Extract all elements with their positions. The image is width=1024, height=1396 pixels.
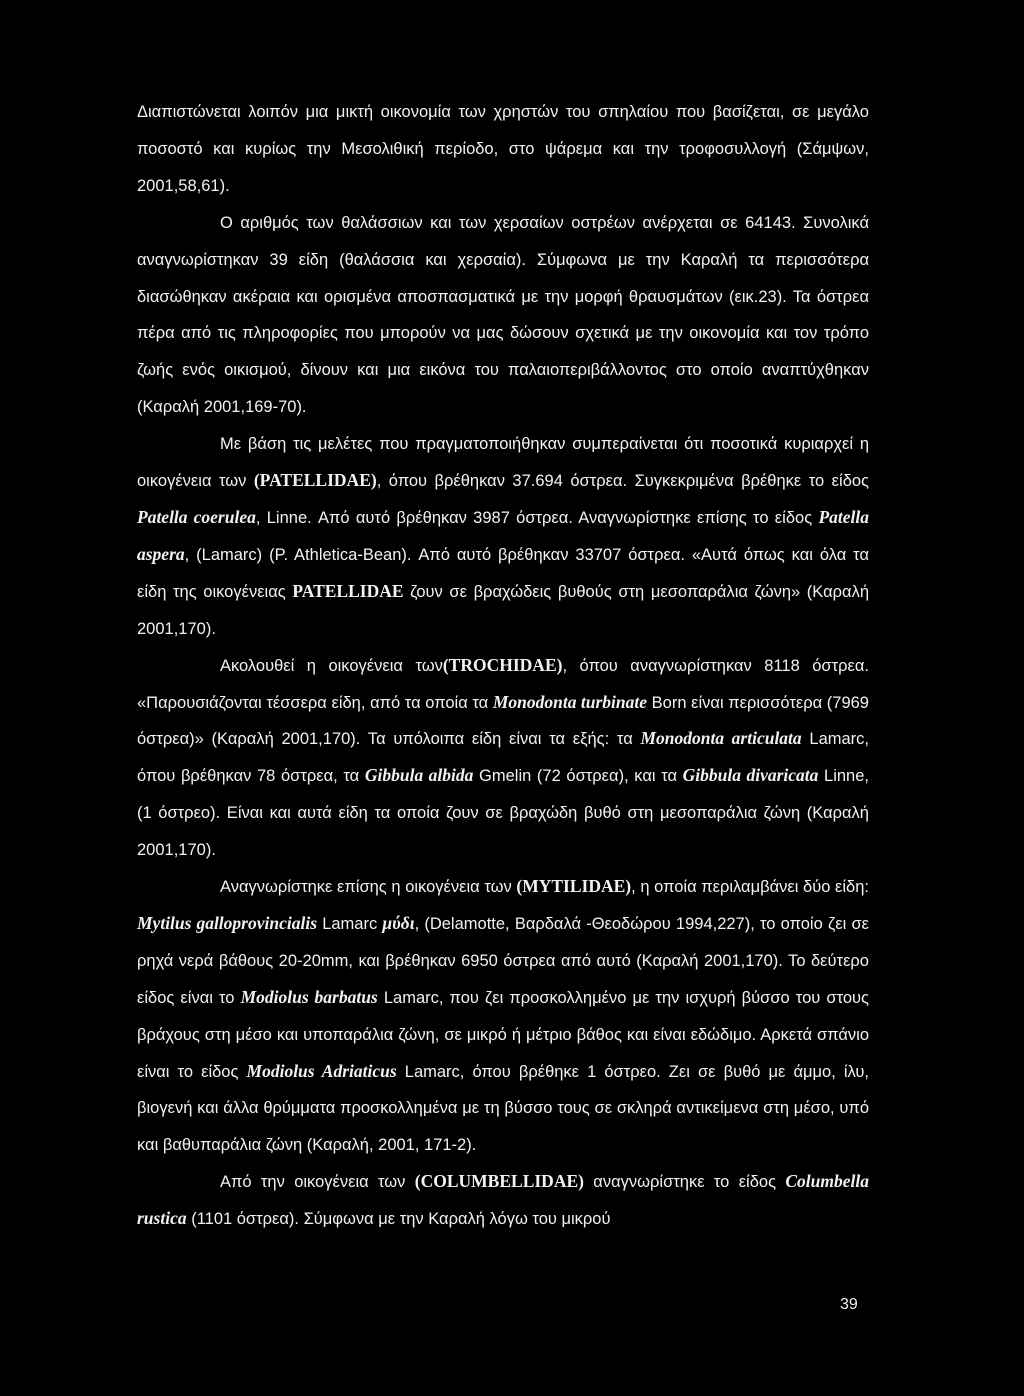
paragraph	[137, 648, 869, 869]
text-run: , όπου αναγνωρίστηκαν 8118 όστρεα. «Παρουσιάζονται τέσσερα είδη, από τα οποία τα	[137, 656, 869, 712]
text-run: Lamarc, όπου βρέθηκε 1 όστρεο. Ζει σε βυθό με άμμο, ίλυ, βιογενή και άλλα θρύμματα προσκολλημένα με τη βύσσο τους σε σκληρά αντικείμενα στη μέσο, υπό και βαθυπαράλια ζώνη (Καραλή, 2001, 171-2).	[137, 1062, 870, 1155]
paragraph	[137, 205, 869, 426]
text-run: Με βάση τις μελέτες που πραγματοποιήθηκαν συμπεραίνεται ότι ποσοτικά κυριαρχεί η οικογένεια των	[137, 435, 869, 491]
text-run: Ακολουθεί η οικογένεια των	[220, 656, 443, 675]
text-run: Gmelin (72 όστρεα), και τα	[473, 767, 683, 786]
text-run: Αναγνωρίστηκε επίσης η οικογένεια των	[220, 878, 517, 897]
page-number: 39	[840, 1296, 858, 1313]
species-name: Gibbula divaricata	[682, 765, 819, 786]
species-name: Patella coerulea	[137, 506, 256, 527]
paragraph	[137, 869, 869, 1164]
text-run: Lamarc, που ζει προσκολλημένο με την ισχυρή βύσσο του στους βράχους στη μέσο και υποπαράλια ζώνη, σε μικρό ή μέτριο βάθος και είναι εδώδιμο. Αρκετά σπάνιο είναι το είδος	[137, 988, 870, 1081]
species-name: Patella aspera	[137, 506, 869, 564]
text-run: , (Delamotte, Βαρδαλά -Θεοδώρου 1994,227), το οποίο ζει σε ρηχά νερά βάθους 20-20mm, και βρέθηκαν 6950 όστρεα από αυτό (Καραλή 2001,170). Το δεύτερο είδος είναι το	[137, 914, 869, 1007]
text-run: αναγνωρίστηκε το είδος	[583, 1173, 786, 1192]
text-run: , όπου βρέθηκαν 37.694 όστρεα. Συγκεκριμένα βρέθηκε το είδος	[376, 472, 870, 491]
text-run: Lamarc, όπου βρέθηκαν 78 όστρεα, τα	[137, 730, 870, 786]
species-name: μύδι	[382, 912, 415, 933]
family-name: (COLUMBELLIDAE)	[414, 1171, 584, 1192]
paragraph	[137, 94, 869, 205]
paragraph	[137, 426, 869, 647]
family-name: PATELLIDAE	[292, 580, 404, 601]
paragraph	[137, 1164, 869, 1238]
text-run: (1101 όστρεα). Σύμφωνα με την Καραλή λόγω του μικρού	[186, 1210, 611, 1229]
species-name: Monodonta turbinate	[492, 691, 648, 712]
text-run: , Linne. Από αυτό βρέθηκαν 3987 όστρεα. Αναγνωρίστηκε επίσης το είδος	[255, 508, 819, 527]
species-name: Monodonta articulata	[640, 728, 802, 749]
text-run: Διαπιστώνεται λοιπόν μια μικτή οικονομία των χρηστών του σπηλαίου που βασίζεται, σε μεγάλο ποσοστό και κυρίως την Μεσολιθική περίοδο, στο ψάρεμα και την τροφοσυλλογή (Σάμψων, 2001,58,61).	[137, 103, 869, 195]
text-run: Born είναι περισσότερα (7969 όστρεα)» (Καραλή 2001,170). Τα υπόλοιπα είδη είναι τα εξής: τα	[137, 693, 869, 749]
text-run: Linne, (1 όστρεο). Είναι και αυτά είδη τα οποία ζουν σε βραχώδη βυθό στη μεσοπαράλια ζώνη (Καραλή 2001,170).	[137, 767, 869, 860]
family-name: (PATELLIDAE)	[253, 470, 377, 491]
species-name: Mytilus galloprovincialis	[137, 912, 318, 933]
species-name: Modiolus Adriaticus	[246, 1060, 397, 1081]
text-run: ζουν σε βραχώδεις βυθούς στη μεσοπαράλια ζώνη» (Καραλή 2001,170).	[137, 582, 869, 638]
species-name: Modiolus barbatus	[240, 986, 378, 1007]
species-name: Columbella rustica	[137, 1171, 869, 1229]
family-name: (MYTILIDAE)	[516, 876, 632, 897]
family-name: (TROCHIDAE)	[442, 654, 563, 675]
page-body-text	[137, 94, 869, 1238]
text-run: Από την οικογένεια των	[220, 1173, 415, 1192]
text-run: Lamarc	[317, 914, 383, 933]
text-run: , (Lamarc) (P. Athletica-Bean). Από αυτό βρέθηκαν 33707 όστρεα. «Αυτά όπως και όλα τα είδη της οικογένειας	[137, 545, 869, 601]
text-run: , η οποία περιλαμβάνει δύο είδη:	[631, 878, 869, 897]
text-run: Ο αριθμός των θαλάσσιων και των χερσαίων οστρέων ανέρχεται σε 64143. Συνολικά αναγνωρίστηκαν 39 είδη (θαλάσσια και χερσαία). Σύμφωνα με την Καραλή τα περισσότερα διασώθηκαν ακέραια και ορισμένα αποσπασματικά με την μορφή θραυσμάτων (εικ.23). Τα όστρεα πέρα από τις πληροφορίες που μπορούν να μας δώσουν σχετικά με την οικονομία και τον τρόπο ζωής ενός οικισμού, δίνουν και μια εικόνα του παλαιοπεριβάλλοντος στο οποίο αναπτύχθηκαν (Καραλή 2001,169-70).	[137, 213, 869, 417]
species-name: Gibbula albida	[364, 765, 474, 786]
